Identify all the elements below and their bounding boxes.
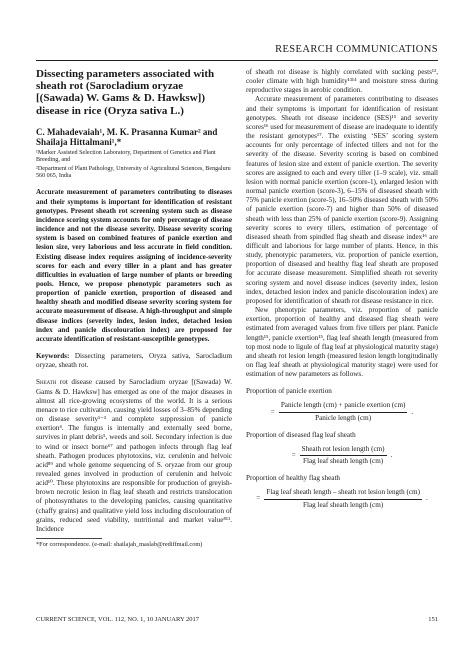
formula-numerator: Flag leaf sheath length – sheath rot lesion length (cm): [264, 488, 422, 499]
paragraph-continuation: of sheath rot disease is highly correlated with sucking pests¹², cooler climate with high humidity¹³¹⁴ and moisture stress during reproductive stages in aerobic condition.: [246, 68, 438, 95]
formula-label: Proportion of diseased flag leaf sheath: [246, 430, 356, 439]
keywords-text: Dissecting parameters, Oryza sativa, Sarocladium oryzae, sheath rot.: [36, 352, 232, 370]
formula-denominator: Flag leaf sheath length (cm): [303, 500, 384, 509]
right-column: [246, 68, 438, 510]
header-rule: [36, 60, 438, 61]
article-title: Dissecting parameters associated with sheath rot (Sarocladium oryzae [(Sawada) W. Gams & D. Hawksw]) disease in rice (Oryza sativa L.): [36, 68, 215, 117]
left-column: [36, 68, 232, 548]
footnote-rule: [36, 538, 102, 539]
abstract: Accurate measurement of parameters contributing to diseases and their symptoms is important for identification of resistant genotypes. Present sheath rot screening system such as disease incidence scoring system accounts for only percentage of disease incidence and not the disease severity. Disease severity scoring system is based on combined features of panicle exertion and lesion size, very laborious and less accurate in field condition. Existing disease index requires assigning of incidence-severity scores for each and every tiller in a plant and has greater difficulties in evaluation of large number of plants or breeding pools. Hence, we propose phenotypic parameters such as proportion of panicle exertion, proportion of diseased and healthy sheath and modified disease severity scoring system for accurate measurement of disease. A high-throughput and simple disease indices (severity index, lesion index, detached lesion index and panicle discolouration index) are proposed for accurate identification of resistant-susceptible genotypes.: [36, 188, 232, 343]
page-number: 151: [428, 616, 438, 623]
formula-equation: [246, 488, 438, 509]
formula-end: .: [411, 407, 414, 416]
formula-equation: [246, 445, 438, 466]
paragraph-measurement: Accurate measurement of parameters contributing to diseases and their symptoms is important for identification of resistant genotypes. Sheath rot disease incidence (SES)¹⁵ and severity scores¹⁶ used for measurement of disease are inadequate to identify the resistant genotypes¹⁷. The existing ‘SES’ scoring system accounts for only percentage of infected tillers and not for the severity of the disease. Severity scoring is based on combined features of lesion size and extent of panicle exertion. The severity scores are assigned to each and every tiller (1–9 scale), viz. small lesion with normal panicle exertion (score-1), enlarged lesion with normal panicle exertion (score-3), 6–15% of diseased sheath with 75% panicle exertion (score-5), 16–50% diseased sheath with 50% of panicle exertion (score-7) and higher than 50% of diseased sheath with less than 25% of panicle exertion (score-9). Assigning severity scores to every tillers, estimation of percentage of diseased sheath from spindled flag sheath and disease index¹⁶ are difficult and laborious for large number of plants. Hence, in this study, phenotypic parameters, viz. proportion of panicle exertion, proportion of diseased and healthy flag leaf sheath are proposed for accurate disease measurement. Simplified sheath rot severity scoring system and novel disease indices (severity index, lesion index, detached lesion index and panicle discolouration index) are proposed for identification of sheath rot disease resistance in rice.: [246, 95, 438, 305]
formula-denominator: Flag leaf sheath length (cm): [303, 457, 384, 466]
fraction: [279, 401, 408, 422]
journal-citation: CURRENT SCIENCE, VOL. 112, NO. 1, 10 JANUARY 2017: [36, 616, 200, 623]
introduction-paragraph: [36, 378, 232, 534]
equals-sign: =: [270, 407, 275, 416]
correspondence-note: *For correspondence. (e-mail: shailajah_maslab@rediffmail.com): [36, 541, 203, 549]
formula-denominator: Panicle length (cm): [315, 413, 372, 422]
formula-numerator: Sheath rot lesion length (cm): [300, 445, 387, 456]
formula-block-2: [246, 431, 438, 466]
author-list: C. Mahadevaiah¹, M. K. Prasanna Kumar² and Shailaja Hittalmani¹,*: [36, 126, 218, 148]
formula-label: Proportion of healthy flag sheath: [246, 474, 340, 483]
equals-sign: =: [291, 451, 296, 460]
formula-end: .: [425, 494, 428, 503]
formula-end: .: [390, 451, 393, 460]
affiliation-2: ²Department of Plant Pathology, University of Agricultural Sciences, Bengaluru 560 065, India: [36, 165, 231, 180]
affiliation-1: ¹Marker Assisted Selection Laboratory, Department of Genetics and Plant Breeding, and: [36, 149, 216, 164]
formula-numerator: Panicle length (cm) + panicle exertion (cm): [279, 401, 408, 412]
intro-lead-word: Sheath: [36, 378, 57, 387]
keywords: [36, 352, 232, 370]
formula-block-3: [246, 474, 438, 509]
fraction: [300, 445, 387, 466]
equals-sign: =: [256, 494, 261, 503]
paragraph-new-parameters: New phenotypic parameters, viz. proportion of panicle exertion, proportion of healthy and diseased flag sheath were estimated from averaged values from five tillers per plant. Panicle length¹⁵, panicle exertion¹⁵, flag leaf sheath length (measured from top most node to ligule of flag leaf at physiological maturity stage) and sheath rot lesion length (measured lesion length longitudinally on flag leaf sheath at physiological maturity stage) were used for estimation of new parameters as follows.: [246, 306, 438, 379]
formula-equation: [246, 401, 438, 422]
intro-text: rot disease caused by Sarocladium oryzae [(Sawada) W. Gams & D. Hawksw] has emerged as one of the major diseases in almost all rice-growing ecosystems of the world. It is a serious menace to rice cultivation, causing yield losses of 3–85% depending on disease severity¹⁻³ and complete suppression of panicle exertion⁴. The fungus is internally and externally seed borne, survives in plant debris⁵, weeds and soil. Secondary infection is due to wind or insect borne⁶⁷ and pathogen infects through flag leaf sheath. Pathogen produces phytotoxins, viz. cerulenin and helvoic acid⁸⁹ and whole genome sequencing of S. oryzae from our group revealed genes involved in production of cerulenin and helvoic acid¹⁰. These phytotoxins are responsible for production of greyish-brown necrotic lesion in flag leaf sheath and restricts translocation of photosynthates to the developing panicles, causing quantitative (chaffy grains) and qualitative yield loss including discolouration of grains, reduced seed viability, nutritional and market value⁸¹¹. Incidence: [36, 378, 232, 533]
formula-label: Proportion of panicle exertion: [246, 387, 332, 396]
formula-block-1: [246, 387, 438, 422]
section-heading: RESEARCH COMMUNICATIONS: [275, 44, 438, 55]
keywords-label: Keywords:: [36, 352, 70, 361]
fraction: [264, 488, 422, 509]
